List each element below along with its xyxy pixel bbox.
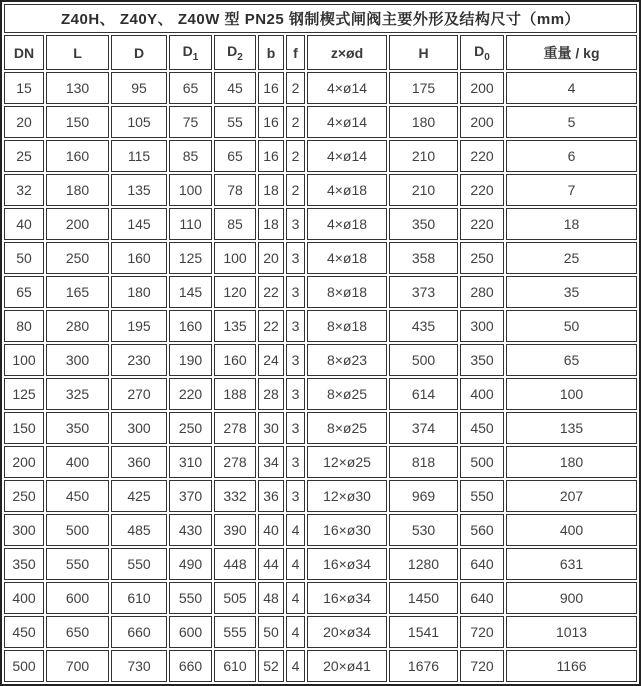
table-body — [4, 72, 637, 682]
data-cell: 720 — [460, 616, 504, 648]
data-cell: 220 — [460, 140, 504, 172]
data-cell: 430 — [169, 514, 212, 546]
data-cell: 175 — [389, 72, 458, 104]
data-cell: 20×ø41 — [307, 650, 387, 682]
data-cell: 4×ø14 — [307, 140, 387, 172]
data-cell: 600 — [169, 616, 212, 648]
data-cell: 614 — [389, 378, 458, 410]
data-cell: 35 — [506, 276, 637, 308]
data-cell: 500 — [46, 514, 109, 546]
data-cell: 640 — [460, 582, 504, 614]
column-header-subscript: 1 — [192, 51, 199, 63]
data-cell: 16 — [258, 72, 284, 104]
table-row — [4, 412, 637, 444]
data-cell: 4×ø18 — [307, 208, 387, 240]
title-row — [4, 4, 637, 33]
column-header-0: DN — [4, 35, 44, 70]
data-cell: 16×ø34 — [307, 582, 387, 614]
data-cell: 360 — [111, 446, 167, 478]
data-cell: 12×ø25 — [307, 446, 387, 478]
table-row — [4, 378, 637, 410]
data-cell: 100 — [506, 378, 637, 410]
data-cell: 374 — [389, 412, 458, 444]
data-cell: 180 — [506, 446, 637, 478]
data-cell: 180 — [111, 276, 167, 308]
column-header-5: b — [258, 35, 284, 70]
data-cell: 310 — [169, 446, 212, 478]
data-cell: 4×ø18 — [307, 242, 387, 274]
data-cell: 200 — [460, 106, 504, 138]
data-cell: 210 — [389, 174, 458, 206]
data-cell: 160 — [111, 242, 167, 274]
data-cell: 660 — [169, 650, 212, 682]
data-cell: 4×ø14 — [307, 72, 387, 104]
data-cell: 220 — [169, 378, 212, 410]
data-cell: 3 — [286, 208, 305, 240]
data-cell: 145 — [169, 276, 212, 308]
data-cell: 25 — [4, 140, 44, 172]
data-cell: 220 — [460, 174, 504, 206]
data-cell: 207 — [506, 480, 637, 512]
column-header-8: H — [389, 35, 458, 70]
data-cell: 180 — [46, 174, 109, 206]
data-cell: 400 — [460, 378, 504, 410]
data-cell: 1013 — [506, 616, 637, 648]
data-cell: 631 — [506, 548, 637, 580]
data-cell: 44 — [258, 548, 284, 580]
data-cell: 6 — [506, 140, 637, 172]
data-cell: 500 — [4, 650, 44, 682]
data-cell: 425 — [111, 480, 167, 512]
data-cell: 4 — [286, 616, 305, 648]
data-cell: 125 — [169, 242, 212, 274]
data-cell: 110 — [169, 208, 212, 240]
data-cell: 48 — [258, 582, 284, 614]
data-cell: 400 — [4, 582, 44, 614]
data-cell: 1280 — [389, 548, 458, 580]
data-cell: 278 — [214, 412, 256, 444]
data-cell: 230 — [111, 344, 167, 376]
data-cell: 65 — [169, 72, 212, 104]
data-cell: 969 — [389, 480, 458, 512]
data-cell: 130 — [46, 72, 109, 104]
data-cell: 300 — [460, 310, 504, 342]
data-cell: 15 — [4, 72, 44, 104]
data-cell: 18 — [506, 208, 637, 240]
data-cell: 50 — [258, 616, 284, 648]
data-cell: 278 — [214, 446, 256, 478]
data-cell: 390 — [214, 514, 256, 546]
data-cell: 4 — [286, 514, 305, 546]
data-cell: 600 — [46, 582, 109, 614]
table-row — [4, 310, 637, 342]
data-cell: 115 — [111, 140, 167, 172]
data-cell: 610 — [214, 650, 256, 682]
data-cell: 16 — [258, 140, 284, 172]
data-cell: 720 — [460, 650, 504, 682]
data-cell: 250 — [460, 242, 504, 274]
data-cell: 210 — [389, 140, 458, 172]
column-header-9: $D_0$ — [460, 35, 504, 70]
data-cell: 270 — [111, 378, 167, 410]
data-cell: 28 — [258, 378, 284, 410]
data-cell: 448 — [214, 548, 256, 580]
data-cell: 1676 — [389, 650, 458, 682]
table-row — [4, 650, 637, 682]
data-cell: 250 — [169, 412, 212, 444]
data-cell: 640 — [460, 548, 504, 580]
data-cell: 650 — [46, 616, 109, 648]
data-cell: 20×ø34 — [307, 616, 387, 648]
table-row — [4, 242, 637, 274]
data-cell: 52 — [258, 650, 284, 682]
table-row — [4, 276, 637, 308]
data-cell: 555 — [214, 616, 256, 648]
data-cell: 160 — [46, 140, 109, 172]
data-cell: 190 — [169, 344, 212, 376]
data-cell: 25 — [506, 242, 637, 274]
data-cell: 1541 — [389, 616, 458, 648]
table-row — [4, 514, 637, 546]
data-cell: 220 — [460, 208, 504, 240]
data-cell: 195 — [111, 310, 167, 342]
table-row — [4, 480, 637, 512]
data-cell: 22 — [258, 310, 284, 342]
data-cell: 370 — [169, 480, 212, 512]
data-cell: 125 — [4, 378, 44, 410]
data-cell: 280 — [46, 310, 109, 342]
table-row — [4, 72, 637, 104]
data-cell: 3 — [286, 310, 305, 342]
data-cell: 135 — [111, 174, 167, 206]
data-cell: 160 — [214, 344, 256, 376]
data-cell: 120 — [214, 276, 256, 308]
data-cell: 150 — [46, 106, 109, 138]
table-row — [4, 106, 637, 138]
data-cell: 34 — [258, 446, 284, 478]
column-header-10: 重量 / kg — [506, 35, 637, 70]
data-cell: 12×ø30 — [307, 480, 387, 512]
data-cell: 4×ø14 — [307, 106, 387, 138]
data-cell: 40 — [4, 208, 44, 240]
data-cell: 18 — [258, 208, 284, 240]
data-cell: 188 — [214, 378, 256, 410]
data-cell: 95 — [111, 72, 167, 104]
data-cell: 450 — [460, 412, 504, 444]
data-cell: 4×ø18 — [307, 174, 387, 206]
data-cell: 490 — [169, 548, 212, 580]
table-title: Z40H、 Z40Y、 Z40W 型 PN25 钢制楔式闸阀主要外形及结构尺寸（mm） — [4, 4, 637, 33]
data-cell: 660 — [111, 616, 167, 648]
data-cell: 22 — [258, 276, 284, 308]
table-row — [4, 616, 637, 648]
data-cell: 20 — [4, 106, 44, 138]
table-row — [4, 208, 637, 240]
data-cell: 30 — [258, 412, 284, 444]
data-cell: 900 — [506, 582, 637, 614]
data-cell: 4 — [286, 582, 305, 614]
data-cell: 373 — [389, 276, 458, 308]
data-cell: 450 — [46, 480, 109, 512]
data-cell: 40 — [258, 514, 284, 546]
table-row — [4, 140, 637, 172]
header-row — [4, 35, 637, 70]
data-cell: 250 — [46, 242, 109, 274]
data-cell: 8×ø18 — [307, 276, 387, 308]
data-cell: 3 — [286, 480, 305, 512]
data-cell: 610 — [111, 582, 167, 614]
data-cell: 2 — [286, 174, 305, 206]
data-cell: 45 — [214, 72, 256, 104]
data-cell: 400 — [506, 514, 637, 546]
data-cell: 1166 — [506, 650, 637, 682]
data-cell: 350 — [389, 208, 458, 240]
data-cell: 3 — [286, 412, 305, 444]
data-cell: 560 — [460, 514, 504, 546]
data-cell: 300 — [46, 344, 109, 376]
data-cell: 300 — [4, 514, 44, 546]
data-cell: 75 — [169, 106, 212, 138]
data-cell: 358 — [389, 242, 458, 274]
column-header-2: D — [111, 35, 167, 70]
data-cell: 180 — [389, 106, 458, 138]
data-cell: 325 — [46, 378, 109, 410]
data-cell: 435 — [389, 310, 458, 342]
table-row — [4, 582, 637, 614]
data-cell: 280 — [460, 276, 504, 308]
data-cell: 530 — [389, 514, 458, 546]
data-cell: 500 — [460, 446, 504, 478]
data-cell: 50 — [4, 242, 44, 274]
data-cell: 18 — [258, 174, 284, 206]
data-cell: 100 — [169, 174, 212, 206]
data-cell: 4 — [506, 72, 637, 104]
table-row — [4, 548, 637, 580]
data-cell: 150 — [4, 412, 44, 444]
data-cell: 36 — [258, 480, 284, 512]
data-cell: 400 — [46, 446, 109, 478]
data-cell: 350 — [46, 412, 109, 444]
column-header-3: $D_1$ — [169, 35, 212, 70]
data-cell: 505 — [214, 582, 256, 614]
table-row — [4, 174, 637, 206]
data-cell: 55 — [214, 106, 256, 138]
data-cell: 1450 — [389, 582, 458, 614]
data-cell: 85 — [214, 208, 256, 240]
data-cell: 200 — [4, 446, 44, 478]
data-cell: 550 — [169, 582, 212, 614]
data-cell: 350 — [460, 344, 504, 376]
data-cell: 2 — [286, 106, 305, 138]
data-cell: 500 — [389, 344, 458, 376]
data-cell: 50 — [506, 310, 637, 342]
data-cell: 4 — [286, 650, 305, 682]
data-cell: 16×ø34 — [307, 548, 387, 580]
data-cell: 65 — [4, 276, 44, 308]
data-cell: 85 — [169, 140, 212, 172]
data-cell: 450 — [4, 616, 44, 648]
data-cell: 16×ø30 — [307, 514, 387, 546]
data-cell: 550 — [111, 548, 167, 580]
data-cell: 550 — [46, 548, 109, 580]
data-cell: 3 — [286, 344, 305, 376]
column-header-4: $D_2$ — [214, 35, 256, 70]
data-cell: 4 — [286, 548, 305, 580]
data-cell: 32 — [4, 174, 44, 206]
data-cell: 2 — [286, 140, 305, 172]
data-cell: 65 — [506, 344, 637, 376]
data-cell: 135 — [214, 310, 256, 342]
column-header-subscript: 0 — [484, 51, 490, 63]
data-cell: 165 — [46, 276, 109, 308]
column-header-subscript: 2 — [237, 51, 243, 63]
data-cell: 8×ø18 — [307, 310, 387, 342]
data-cell: 485 — [111, 514, 167, 546]
data-cell: 135 — [506, 412, 637, 444]
data-cell: 80 — [4, 310, 44, 342]
data-cell: 200 — [46, 208, 109, 240]
column-header-6: f — [286, 35, 305, 70]
data-cell: 730 — [111, 650, 167, 682]
data-cell: 350 — [4, 548, 44, 580]
data-cell: 145 — [111, 208, 167, 240]
data-cell: 250 — [4, 480, 44, 512]
data-cell: 300 — [111, 412, 167, 444]
table-row — [4, 446, 637, 478]
data-cell: 700 — [46, 650, 109, 682]
data-cell: 5 — [506, 106, 637, 138]
data-cell: 3 — [286, 378, 305, 410]
data-cell: 24 — [258, 344, 284, 376]
data-cell: 8×ø25 — [307, 378, 387, 410]
data-cell: 818 — [389, 446, 458, 478]
column-header-1: L — [46, 35, 109, 70]
data-cell: 100 — [214, 242, 256, 274]
data-cell: 332 — [214, 480, 256, 512]
data-cell: 160 — [169, 310, 212, 342]
data-cell: 20 — [258, 242, 284, 274]
data-cell: 3 — [286, 446, 305, 478]
data-cell: 8×ø23 — [307, 344, 387, 376]
data-cell: 550 — [460, 480, 504, 512]
column-header-7: z×ød — [307, 35, 387, 70]
table-row — [4, 344, 637, 376]
data-cell: 200 — [460, 72, 504, 104]
data-cell: 3 — [286, 276, 305, 308]
data-cell: 8×ø25 — [307, 412, 387, 444]
data-cell: 105 — [111, 106, 167, 138]
data-cell: 16 — [258, 106, 284, 138]
data-cell: 100 — [4, 344, 44, 376]
data-cell: 2 — [286, 72, 305, 104]
data-cell: 65 — [214, 140, 256, 172]
data-cell: 3 — [286, 242, 305, 274]
data-cell: 78 — [214, 174, 256, 206]
data-cell: 7 — [506, 174, 637, 206]
